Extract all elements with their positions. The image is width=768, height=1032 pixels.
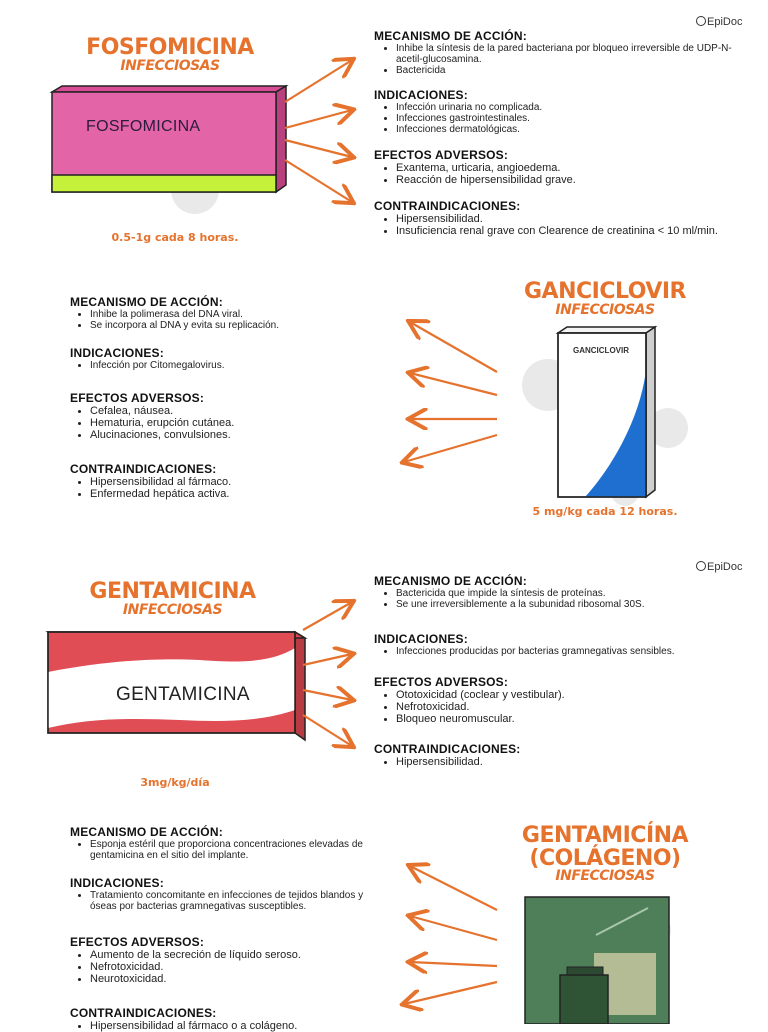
fosfomicina-indicaciones: [374, 89, 754, 135]
section-heading: MECANISMO DE ACCIÓN:: [374, 574, 527, 588]
list-item: • Esponja estéril que proporciona concentraciones elevadas de gentamicina en el sitio del implante.: [90, 839, 380, 861]
ganciclovir-title: GANCICLOVIR: [524, 279, 686, 304]
list-item: • Hematuria, erupción cutánea.: [90, 417, 390, 429]
list-item: • Hipersensibilidad.: [396, 756, 754, 768]
list-item: • Cefalea, náusea.: [90, 405, 390, 417]
gentamicina-title: GENTAMICINA: [89, 579, 256, 604]
section-heading: EFECTOS ADVERSOS:: [70, 935, 205, 949]
gentamicina-arrows: [303, 602, 352, 746]
fosfomicina-box-illustration: [52, 86, 286, 192]
list-item: • Se une irreversiblemente a la subunidad ribosomal 30S.: [396, 599, 754, 610]
section-heading: EFECTOS ADVERSOS:: [374, 675, 509, 689]
brand-logo-2: [696, 561, 742, 573]
list-item: • Bloqueo neuromuscular.: [396, 713, 754, 725]
list-item: • Tratamiento concomitante en infecciones de tejidos blandos y óseas por bacterias gramnegativas susceptibles.: [90, 890, 380, 912]
fosfomicina-subtitle: INFECCIOSAS: [120, 58, 220, 74]
gentamicina-efectos: [374, 676, 754, 725]
ganciclovir-indicaciones: [70, 347, 390, 371]
list-item: • Inhibe la polimerasa del DNA viral.: [90, 309, 390, 320]
gentamicina-mecanismo: [374, 575, 754, 610]
gentamicina-subtitle: INFECCIOSAS: [122, 602, 223, 618]
list-item: • Infecciones dermatológicas.: [396, 124, 754, 135]
list-item: • Infecciones gastrointestinales.: [396, 113, 754, 124]
list-item: • Hipersensibilidad al fármaco o a colágeno.: [90, 1020, 390, 1032]
section-heading: MECANISMO DE ACCIÓN:: [70, 295, 223, 309]
section-heading: INDICACIONES:: [70, 346, 164, 360]
section-heading: EFECTOS ADVERSOS:: [374, 148, 509, 162]
brand-name: EpiDoc: [707, 16, 743, 28]
brand-logo: [696, 16, 742, 28]
section-heading: CONTRAINDICACIONES:: [374, 742, 521, 756]
list-item: • Neurotoxicidad.: [90, 973, 390, 985]
section-heading: EFECTOS ADVERSOS:: [70, 391, 205, 405]
list-item: • Infecciones producidas por bacterias gramnegativas sensibles.: [396, 646, 764, 657]
list-item: • Alucinaciones, convulsiones.: [90, 429, 390, 441]
colageno-title-line1: GENTAMICÍNA: [521, 823, 689, 848]
ganciclovir-mecanismo: [70, 296, 390, 331]
colageno-efectos: [70, 936, 390, 985]
ganciclovir-subtitle: INFECCIOSAS: [555, 302, 655, 318]
brand-name: EpiDoc: [707, 561, 743, 573]
list-item: • Infección por Citomegalovirus.: [90, 360, 390, 371]
section-heading: CONTRAINDICACIONES:: [70, 1006, 217, 1020]
colageno-contraindicaciones: [70, 1007, 390, 1032]
list-item: • Ototoxicidad (coclear y vestibular).: [396, 689, 754, 701]
gentamicina-dose: 3mg/kg/día: [140, 776, 210, 789]
section-heading: INDICACIONES:: [374, 88, 468, 102]
section-heading: MECANISMO DE ACCIÓN:: [374, 29, 527, 43]
fosfomicina-contraindicaciones: [374, 200, 734, 237]
gentamicina-indicaciones: [374, 633, 764, 657]
section-heading: CONTRAINDICACIONES:: [70, 462, 217, 476]
colageno-arrows: [404, 866, 497, 1004]
gentamicina-contraindicaciones: [374, 743, 754, 768]
ganciclovir-contraindicaciones: [70, 463, 390, 500]
list-item: • Bactericida que impide la síntesis de proteínas.: [396, 588, 754, 599]
colageno-title-line2: (COLÁGENO): [529, 846, 681, 871]
fosfomicina-title: FOSFOMICINA: [86, 35, 254, 60]
list-item: • Hipersensibilidad al fármaco.: [90, 476, 390, 488]
list-item: • Bactericida: [396, 65, 754, 76]
epidoc-logo-icon: [696, 561, 706, 571]
colageno-indicaciones: [70, 877, 380, 912]
list-item: • Exantema, urticaria, angioedema.: [396, 162, 754, 174]
list-item: • Enfermedad hepática activa.: [90, 488, 390, 500]
fosfomicina-efectos: [374, 149, 754, 186]
list-item: • Nefrotoxicidad.: [396, 701, 754, 713]
list-item: • Nefrotoxicidad.: [90, 961, 390, 973]
list-item: • Se incorpora al DNA y evita su replicación.: [90, 320, 390, 331]
fosfomicina-box-label: FOSFOMICINA: [86, 118, 201, 135]
ganciclovir-efectos: [70, 392, 390, 441]
ganciclovir-box-label: GANCICLOVIR: [573, 346, 629, 355]
epidoc-logo-icon: [696, 16, 706, 26]
section-heading: INDICACIONES:: [70, 876, 164, 890]
section-heading: INDICACIONES:: [374, 632, 468, 646]
fosfomicina-mecanismo: [374, 30, 754, 76]
list-item: • Insuficiencia renal grave con Clearence de creatinina < 10 ml/min.: [396, 225, 734, 237]
ganciclovir-dose: 5 mg/kg cada 12 horas.: [532, 505, 678, 518]
fosfomicina-arrows: [285, 60, 352, 202]
list-item: • Inhibe la síntesis de la pared bacteriana por bloqueo irreversible de UDP-N-acetil-glucosamina.: [396, 43, 754, 65]
colageno-subtitle: INFECCIOSAS: [555, 868, 655, 884]
section-heading: CONTRAINDICACIONES:: [374, 199, 521, 213]
list-item: • Reacción de hipersensibilidad grave.: [396, 174, 754, 186]
ganciclovir-arrows: [404, 322, 497, 462]
colageno-package-illustration: [525, 897, 669, 1024]
colageno-mecanismo: [70, 826, 380, 861]
fosfomicina-dose: 0.5-1g cada 8 horas.: [111, 231, 239, 244]
list-item: • Infección urinaria no complicada.: [396, 102, 754, 113]
list-item: • Hipersensibilidad.: [396, 213, 734, 225]
list-item: • Aumento de la secreción de líquido seroso.: [90, 949, 390, 961]
section-heading: MECANISMO DE ACCIÓN:: [70, 825, 223, 839]
gentamicina-box-label: GENTAMICINA: [116, 684, 250, 705]
